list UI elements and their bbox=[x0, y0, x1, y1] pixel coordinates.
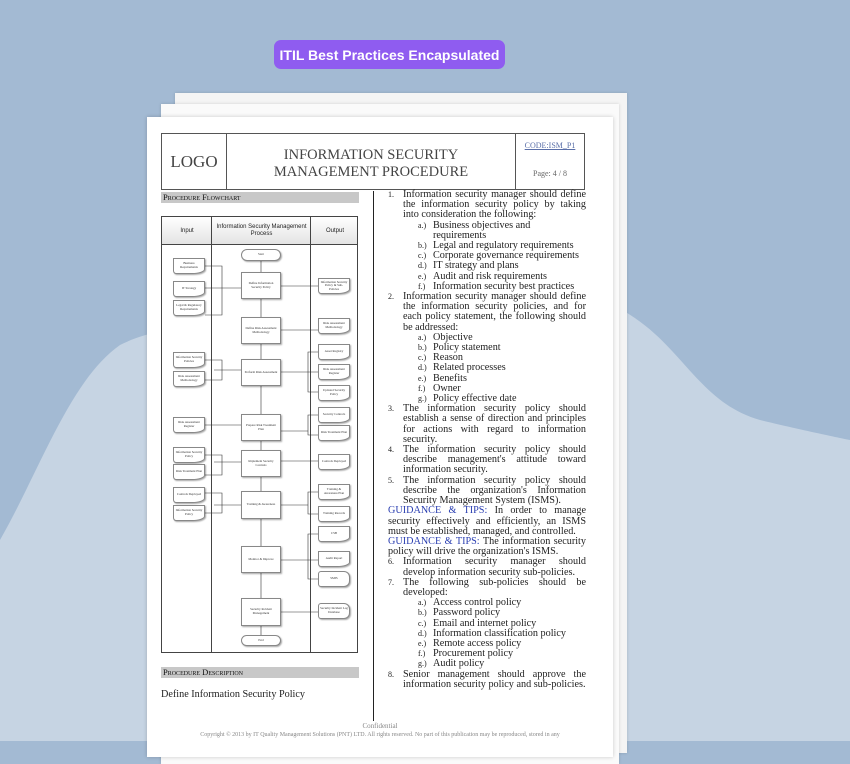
output-document: Security Controls bbox=[318, 407, 350, 423]
sub-item-text: Reason bbox=[433, 352, 463, 364]
sub-item-letter: a.) bbox=[418, 220, 427, 230]
sub-item-letter: e.) bbox=[418, 373, 427, 383]
feature-badge: ITIL Best Practices Encapsulated bbox=[274, 40, 505, 69]
section-heading-flowchart: Procedure Flowchart bbox=[161, 192, 359, 203]
process-step: Monitor & Improve bbox=[241, 546, 281, 573]
guidance-tip bbox=[388, 506, 586, 537]
output-document: Risk Treatment Plan bbox=[318, 425, 350, 441]
sub-item-text: Policy statement bbox=[433, 342, 501, 354]
output-document: Training & Awareness Plan bbox=[318, 484, 350, 500]
sub-item-text: Policy effective date bbox=[433, 393, 517, 405]
step-number: 4. bbox=[388, 445, 394, 455]
sub-item-text: Business objectives and requirements bbox=[433, 219, 531, 241]
sub-item-letter: g.) bbox=[418, 659, 427, 669]
sub-item-text: Information classification policy bbox=[433, 627, 566, 639]
process-step: Define Risk Assessment Methodology bbox=[241, 317, 281, 344]
output-header: Output bbox=[325, 227, 344, 234]
footer-copyright: Copyright © 2013 by IT Quality Management Solutions (PNT) LTD. All rights reserved. No part of this publication may be reproduced, stored in any bbox=[200, 732, 560, 738]
sub-item-letter: f.) bbox=[418, 649, 426, 659]
input-document: Controls Deployed bbox=[173, 487, 205, 503]
input-document: Risk Assessment Register bbox=[173, 417, 205, 433]
sub-item-letter: c.) bbox=[418, 353, 427, 363]
step-number: 7. bbox=[388, 577, 394, 587]
step-5 bbox=[388, 476, 586, 507]
sub-item-text: Audit policy bbox=[433, 658, 485, 670]
step-text: The information security policy should establish a sense of direction and principles for actions with regard to information security. bbox=[403, 403, 586, 445]
process-step: Implement Security Controls bbox=[241, 450, 281, 477]
input-document: IT Strategy bbox=[173, 281, 205, 297]
sub-item-text: Benefits bbox=[433, 372, 467, 384]
step-text: The following sub-policies should be developed: bbox=[403, 576, 586, 598]
step-3 bbox=[388, 404, 586, 445]
step-2 bbox=[388, 292, 586, 333]
step-number: 8. bbox=[388, 669, 394, 679]
input-header: Input bbox=[180, 227, 194, 234]
output-document: CSB bbox=[318, 526, 350, 542]
guidance-label: GUIDANCE & TIPS: bbox=[388, 505, 488, 517]
step-4 bbox=[388, 445, 586, 476]
output-document: SMIS bbox=[318, 571, 350, 587]
sub-item-text: Related processes bbox=[433, 362, 506, 374]
sub-item-letter: f.) bbox=[418, 383, 426, 393]
footer-confidential: Confidential bbox=[362, 722, 398, 730]
input-document: Information Security Policy bbox=[173, 505, 205, 521]
step-8 bbox=[388, 670, 586, 690]
input-document: Information Security Policies bbox=[173, 352, 205, 368]
step-text: Information security manager should define the information security policies, and for each policy statement, the following should be addressed: bbox=[403, 291, 586, 333]
step-number: 2. bbox=[388, 292, 394, 302]
sub-item-text: Owner bbox=[433, 382, 461, 394]
process-step: Define Information Security Policy bbox=[241, 272, 281, 299]
sub-item-letter: f.) bbox=[418, 281, 426, 291]
input-document: Risk Assessment Methodology bbox=[173, 371, 205, 387]
step-text: Senior management should approve the information security policy and sub-policies. bbox=[403, 668, 586, 690]
sub-item-text: Legal and regulatory requirements bbox=[433, 240, 574, 252]
section-heading-description: Procedure Description bbox=[161, 667, 359, 678]
sub-item-text: IT strategy and plans bbox=[433, 260, 519, 272]
sub-item-text: Objective bbox=[433, 331, 473, 343]
step-text: Information security manager should define the information security policy by taking into consideration the following: bbox=[403, 189, 586, 221]
step-number: 6. bbox=[388, 557, 394, 567]
sub-item-text: Email and internet policy bbox=[433, 617, 537, 629]
input-document: Risk Treatment Plan bbox=[173, 464, 205, 480]
step-number: 3. bbox=[388, 404, 394, 414]
sub-item bbox=[388, 221, 586, 241]
sub-item bbox=[388, 363, 586, 373]
output-document: Updated Security Policy bbox=[318, 385, 350, 401]
sub-item-letter: d.) bbox=[418, 363, 427, 373]
input-document: Business Requirements bbox=[173, 258, 205, 274]
sub-item-text: Corporate governance requirements bbox=[433, 250, 579, 262]
process-step: End bbox=[241, 635, 281, 646]
output-document: Training Records bbox=[318, 506, 350, 522]
output-document: Audit Report bbox=[318, 551, 350, 567]
sub-item-text: Remote access policy bbox=[433, 637, 522, 649]
process-step: Start bbox=[241, 249, 281, 261]
process-step: Security Incident Management bbox=[241, 598, 281, 626]
output-document: Information Security Policy & Sub-Policies bbox=[318, 278, 350, 294]
sub-item-letter: c.) bbox=[418, 618, 427, 628]
sub-item-letter: e.) bbox=[418, 638, 427, 648]
title-line: MANAGEMENT PROCEDURE bbox=[273, 164, 469, 180]
sub-item-letter: a.) bbox=[418, 598, 427, 608]
sub-item-letter: c.) bbox=[418, 251, 427, 261]
input-document: Legal & Regulatory Requirements bbox=[173, 300, 205, 316]
step-text: The information security policy should describe management's attitude toward information security. bbox=[403, 444, 586, 476]
procedure-flowchart bbox=[161, 216, 358, 653]
process-step: Prepare Risk Treatment Plan bbox=[241, 414, 281, 441]
step-6 bbox=[388, 557, 586, 577]
sub-item-text: Access control policy bbox=[433, 597, 522, 609]
input-document: Information Security Policy bbox=[173, 447, 205, 463]
guidance-label: GUIDANCE & TIPS: bbox=[388, 535, 480, 547]
sub-item-text: Information security best practices bbox=[433, 280, 575, 292]
output-document: Security Incident Log Database bbox=[318, 603, 350, 619]
sub-item-letter: b.) bbox=[418, 608, 427, 618]
sub-item-letter: d.) bbox=[418, 628, 427, 638]
document-title bbox=[227, 134, 516, 189]
step-text: The information security policy should describe the organization's Information Security Management System (ISMS). bbox=[403, 474, 586, 507]
step-text: Information security manager should develop information security sub-policies. bbox=[403, 556, 586, 578]
description-text: Define Information Security Policy bbox=[161, 689, 306, 700]
column-divider bbox=[373, 191, 374, 721]
sub-item-letter: d.) bbox=[418, 261, 427, 271]
document-meta bbox=[516, 134, 584, 189]
sub-item bbox=[388, 649, 586, 659]
sub-item-text: Procurement policy bbox=[433, 648, 514, 660]
sub-item-letter: e.) bbox=[418, 271, 427, 281]
step-number: 5. bbox=[388, 475, 394, 485]
procedure-steps bbox=[388, 190, 586, 690]
logo: LOGO bbox=[162, 134, 227, 189]
title-line: INFORMATION SECURITY bbox=[283, 147, 459, 163]
sub-item-letter: b.) bbox=[418, 241, 427, 251]
guidance-tip bbox=[388, 537, 586, 557]
document-code-link[interactable]: CODE:ISM_P1 bbox=[524, 141, 576, 150]
process-header: Information Security Management Process bbox=[216, 224, 307, 237]
document-header bbox=[161, 133, 585, 190]
step-7 bbox=[388, 578, 586, 598]
sub-item-text: Audit and risk requirements bbox=[433, 270, 548, 282]
sub-item bbox=[388, 343, 586, 353]
process-step: Perform Risk Assessment bbox=[241, 359, 281, 386]
guidance-text: The information security policy will drive the organization's ISMS. bbox=[388, 535, 586, 558]
sub-item-letter: b.) bbox=[418, 343, 427, 353]
guidance-text: In order to manage security effectively and efficiently, an ISMS must be established, managed, and controlled. bbox=[388, 505, 586, 537]
page-number: Page: 4 / 8 bbox=[533, 169, 567, 178]
output-document: Risk Assessment Register bbox=[318, 364, 350, 380]
step-number: 1. bbox=[388, 190, 394, 199]
step-1 bbox=[388, 190, 586, 221]
output-document: Risk Assessment Methodology bbox=[318, 318, 350, 334]
sub-item bbox=[388, 374, 586, 384]
sub-item-letter: g.) bbox=[418, 394, 427, 404]
sub-item-text: Password policy bbox=[433, 607, 501, 619]
sub-item-letter: a.) bbox=[418, 332, 427, 342]
output-document: Controls Deployed bbox=[318, 454, 350, 470]
process-step: Training & Awareness bbox=[241, 491, 281, 519]
output-document: Asset Registry bbox=[318, 344, 350, 360]
